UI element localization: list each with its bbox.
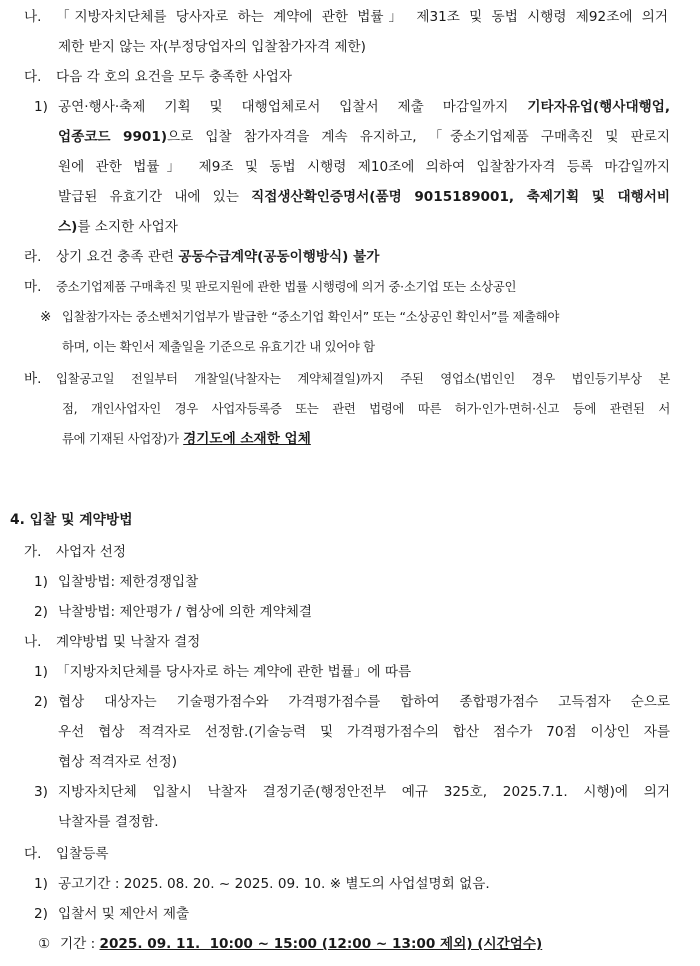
s4-na-item2-line1: 협상 대상자는 기술평가점수와 가격평가점수를 합하여 종합평가점수 고득점자 순으로 [58, 694, 670, 710]
clause-ma-note-line1: 입찰참가자는 중소벤처기업부가 발급한 “중소기업 확인서” 또는 “소상공인 확인서”를 제출해야 [62, 309, 560, 324]
s4-da-item1-text: 공고기간 : 2025. 08. 20. ~ 2025. 09. 10. ※ 별도의 사업설명회 없음. [58, 876, 490, 892]
clause-ma-note-line2: 하며, 이는 확인서 제출일을 기준으로 유효기간 내 있어야 함 [62, 339, 375, 354]
clause-ma-note-marker: ※ [40, 309, 52, 325]
s4-na-item2-line3: 협상 적격자로 선정) [58, 754, 177, 770]
s4-da-sub1-marker: ① [38, 936, 51, 952]
s4-da-marker: 다. [24, 846, 42, 862]
s4-na-text: 계약방법 및 낙찰자 결정 [56, 634, 201, 650]
s4-na-marker: 나. [24, 634, 42, 650]
clause-da-item1-line2: 업종코드 9901)으로 입찰 참가자격을 계속 유지하고, 「중소기업제품 구매촉진 및 판로지 [58, 129, 670, 145]
clause-ra-text: 상기 요건 충족 관련 공동수급계약(공동이행방식) 불가 [56, 249, 380, 265]
clause-da-item1-line5: 스)를 소지한 사업자 [58, 219, 178, 235]
s4-ga-item1-text: 입찰방법: 제한경쟁입찰 [58, 574, 199, 590]
s4-da-item2-text: 입찰서 및 제안서 제출 [58, 906, 190, 922]
s4-na-item3-marker: 3) [34, 784, 48, 800]
clause-na-line1: 「지방자치단체를 당사자로 하는 계약에 관한 법률」 제31조 및 동법 시행령 제92조에 의거 [56, 9, 668, 25]
clause-ba-line1: 입찰공고일 전일부터 개찰일(낙찰자는 계약체결일)까지 주된 영업소(법인인 경우 법인등기부상 본 [56, 371, 670, 386]
s4-na-item1-marker: 1) [34, 664, 48, 680]
clause-ba-line2: 점, 개인사업자인 경우 사업자등록증 또는 관련 법령에 따른 허가·인가·면허·신고 등에 관련된 서 [62, 401, 670, 416]
s4-da-item1-marker: 1) [34, 876, 48, 892]
s4-ga-marker: 가. [24, 544, 42, 560]
clause-ma-marker: 마. [24, 279, 42, 295]
clause-da-item1-marker: 1) [34, 99, 48, 115]
clause-da-text: 다음 각 호의 요건을 모두 충족한 사업자 [56, 69, 293, 85]
s4-na-item3-line1: 지방자치단체 입찰시 낙찰자 결정기준(행정안전부 예규 325호, 2025.7.1. 시행)에 의거 [58, 784, 670, 800]
clause-na-marker: 나. [24, 9, 42, 25]
s4-na-item2-marker: 2) [34, 694, 48, 710]
s4-ga-text: 사업자 선정 [56, 544, 126, 560]
s4-na-item1-text: 「지방자치단체를 당사자로 하는 계약에 관한 법률」에 따름 [56, 664, 412, 680]
clause-ba-line3: 류에 기재된 사업장)가 경기도에 소재한 업체 [62, 431, 311, 447]
bid-period-value: 2025. 09. 11. 10:00 ~ 15:00 (12:00 ~ 13:00 제외) (시간엄수) [99, 936, 543, 952]
clause-na-line2: 제한 받지 않는 자(부정당업자의 입찰참가자격 제한) [58, 39, 366, 55]
s4-na-item3-line2: 낙찰자를 결정함. [58, 814, 159, 830]
clause-da-item1-line4: 발급된 유효기간 내에 있는 직접생산확인증명서(품명 9015189001, 축제기획 및 대행서비 [58, 189, 670, 205]
s4-ga-item1-marker: 1) [34, 574, 48, 590]
clause-ma-text: 중소기업제품 구매촉진 및 판로지원에 관한 법률 시행령에 의거 중·소기업 또는 소상공인 [56, 279, 517, 294]
clause-ba-marker: 바. [24, 371, 42, 387]
s4-da-sub1-text: 기간 : 2025. 09. 11. 10:00 ~ 15:00 (12:00 ~ 13:00 제외) (시간엄수) [60, 936, 543, 952]
s4-ga-item2-text: 낙찰방법: 제안평가 / 협상에 의한 계약체결 [58, 604, 313, 620]
s4-na-item2-line2: 우선 협상 적격자로 선정함.(기술능력 및 가격평가점수의 합산 점수가 70점 이상인 자를 [58, 724, 670, 740]
s4-ga-item2-marker: 2) [34, 604, 48, 620]
section4-heading: 4. 입찰 및 계약방법 [10, 512, 133, 528]
s4-da-item2-marker: 2) [34, 906, 48, 922]
s4-da-text: 입찰등록 [56, 846, 109, 862]
clause-da-item1-line3: 원에 관한 법률」 제9조 및 동법 시행령 제10조에 의하여 입찰참가자격 등록 마감일까지 [58, 159, 670, 175]
clause-da-item1-line1: 공연·행사·축제 기획 및 대행업체로서 입찰서 제출 마감일까지 기타자유업(행사대행업, [58, 99, 671, 115]
clause-ra-marker: 라. [24, 249, 42, 265]
clause-da-marker: 다. [24, 69, 42, 85]
